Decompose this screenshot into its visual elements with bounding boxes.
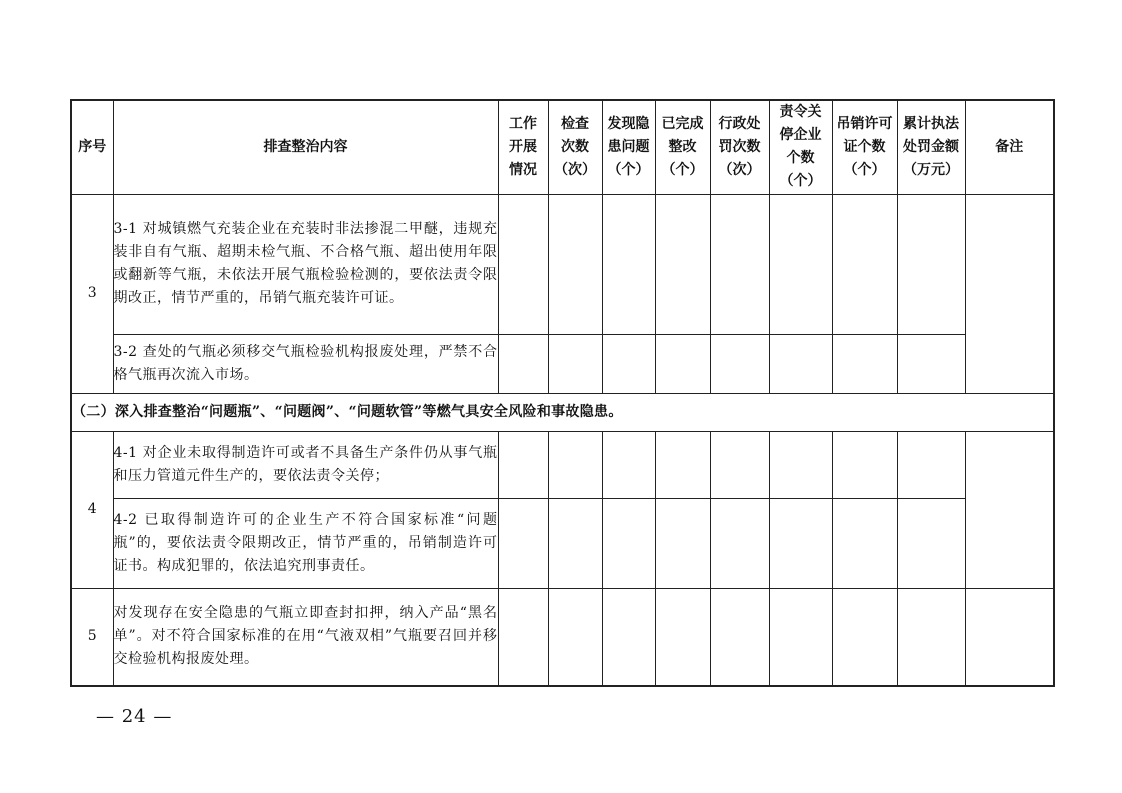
cell-rectified xyxy=(655,194,710,334)
row-number: 5 xyxy=(71,588,113,686)
row-content: 3-1 对城镇燃气充装企业在充装时非法掺混二甲醚，违规充装非自有气瓶、超期未检气瓶、不合格气瓶、超出使用年限或翻新等气瓶，未依法开展气瓶检验检测的，要依法责令限期改正，情节严重的，吊销气瓶充装许可证。 xyxy=(113,194,498,334)
row-content: 3-2 查处的气瓶必须移交气瓶检验机构报废处理，严禁不合格气瓶再次流入市场。 xyxy=(113,334,498,393)
row-content: 4-2 已取得制造许可的企业生产不符合国家标准“问题瓶”的，要依法责令限期改正，情节严重的，吊销制造许可证书。构成犯罪的，依法追究刑事责任。 xyxy=(113,498,498,588)
cell-work-status xyxy=(498,431,548,498)
cell-licenses-revoked xyxy=(832,498,897,588)
cell-hazards-found xyxy=(602,588,655,686)
cell-work-status xyxy=(498,334,548,393)
cell-hazards-found xyxy=(602,194,655,334)
cell-licenses-revoked xyxy=(832,334,897,393)
cell-total-fines xyxy=(897,194,965,334)
row-content: 对发现存在安全隐患的气瓶立即查封扣押，纳入产品“黑名单”。对不符合国家标准的在用“气液双相”气瓶要召回并移交检验机构报废处理。 xyxy=(113,588,498,686)
cell-total-fines xyxy=(897,498,965,588)
header-hazards-found: 发现隐 患问题 （个） xyxy=(602,100,655,194)
cell-rectified xyxy=(655,334,710,393)
cell-hazards-found xyxy=(602,431,655,498)
cell-work-status xyxy=(498,588,548,686)
cell-total-fines xyxy=(897,334,965,393)
row-number: 3 xyxy=(71,194,113,393)
header-licenses-revoked: 吊销许可 证个数 （个） xyxy=(832,100,897,194)
table-row xyxy=(71,588,1054,686)
cell-inspection-count xyxy=(548,588,602,686)
header-work-status: 工作 开展 情况 xyxy=(498,100,548,194)
cell-penalty-count xyxy=(710,334,769,393)
header-row xyxy=(71,100,1054,194)
cell-total-fines xyxy=(897,431,965,498)
cell-rectified xyxy=(655,498,710,588)
cell-hazards-found xyxy=(602,334,655,393)
cell-closed-enterprises xyxy=(769,431,832,498)
cell-rectified xyxy=(655,588,710,686)
table-row xyxy=(71,194,1054,334)
cell-penalty-count xyxy=(710,498,769,588)
cell-remarks xyxy=(965,194,1054,393)
cell-licenses-revoked xyxy=(832,194,897,334)
cell-penalty-count xyxy=(710,588,769,686)
header-content: 排查整治内容 xyxy=(113,100,498,194)
cell-closed-enterprises xyxy=(769,498,832,588)
cell-licenses-revoked xyxy=(832,431,897,498)
table-row xyxy=(71,334,1054,393)
section-row xyxy=(71,393,1054,431)
inspection-table xyxy=(70,99,1055,687)
header-total-fines: 累计执法 处罚金额 （万元） xyxy=(897,100,965,194)
cell-penalty-count xyxy=(710,431,769,498)
cell-work-status xyxy=(498,498,548,588)
table-row xyxy=(71,431,1054,498)
cell-remarks xyxy=(965,431,1054,588)
cell-inspection-count xyxy=(548,334,602,393)
cell-inspection-count xyxy=(548,431,602,498)
cell-closed-enterprises xyxy=(769,334,832,393)
cell-work-status xyxy=(498,194,548,334)
cell-total-fines xyxy=(897,588,965,686)
cell-penalty-count xyxy=(710,194,769,334)
table-row xyxy=(71,498,1054,588)
cell-inspection-count xyxy=(548,498,602,588)
cell-remarks xyxy=(965,588,1054,686)
cell-inspection-count xyxy=(548,194,602,334)
cell-closed-enterprises xyxy=(769,588,832,686)
header-closed-enterprises: 责令关 停企业 个数 （个） xyxy=(769,100,832,194)
section-heading: （二）深入排查整治“问题瓶”、“问题阀”、“问题软管”等燃气具安全风险和事故隐患。 xyxy=(71,393,1054,431)
row-content: 4-1 对企业未取得制造许可或者不具备生产条件仍从事气瓶和压力管道元件生产的，要依法责令关停； xyxy=(113,431,498,498)
header-inspection-count: 检查 次数 （次） xyxy=(548,100,602,194)
header-penalty-count: 行政处 罚次数 （次） xyxy=(710,100,769,194)
cell-rectified xyxy=(655,431,710,498)
header-rectified: 已完成 整改 （个） xyxy=(655,100,710,194)
cell-licenses-revoked xyxy=(832,588,897,686)
row-number: 4 xyxy=(71,431,113,588)
cell-closed-enterprises xyxy=(769,194,832,334)
cell-hazards-found xyxy=(602,498,655,588)
header-no: 序号 xyxy=(71,100,113,194)
header-remarks: 备注 xyxy=(965,100,1054,194)
page-number: — 24 — xyxy=(96,706,173,727)
